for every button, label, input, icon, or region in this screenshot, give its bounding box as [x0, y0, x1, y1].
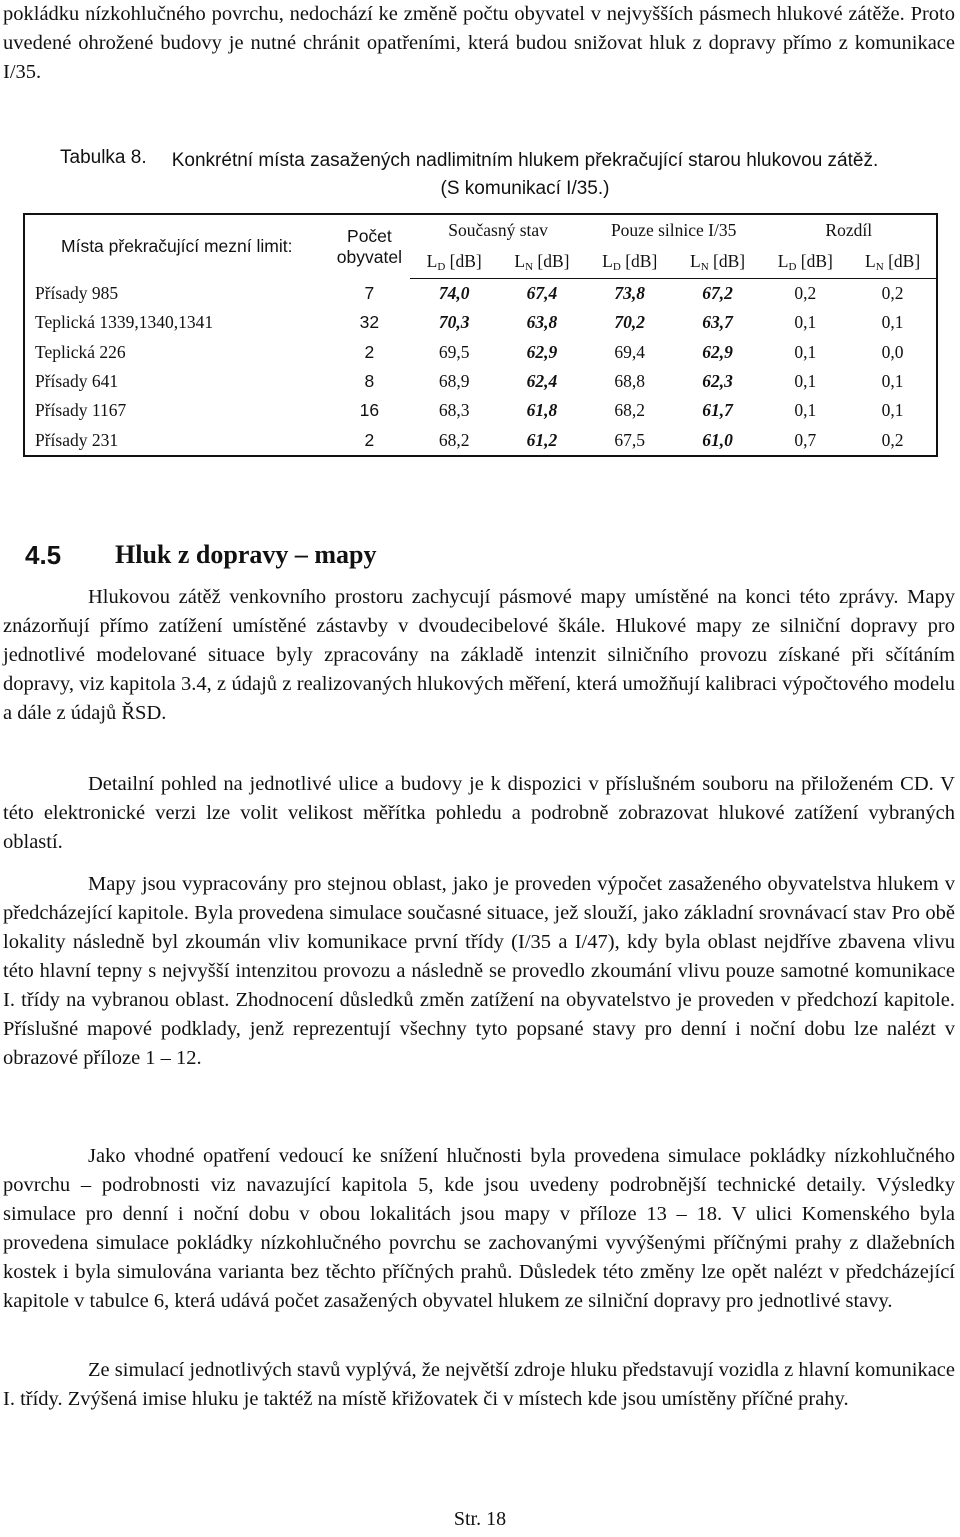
- header-count: [328, 214, 410, 278]
- cell-place: Přísady 985: [35, 282, 119, 303]
- cell-diff-ln: 0,1: [881, 312, 904, 333]
- intro-paragraph: pokládku nízkohlučného povrchu, nedochází ke změně počtu obyvatel v nejvyšších pásmech hlukové zátěže. Proto uvedené ohrožené budovy je nutné chránit opatřeními, která budou snižovat hluk z dopravy přímo z komunikace I/35.: [3, 3, 955, 83]
- cell-cur-ld: 68,3: [438, 400, 470, 421]
- cell-cur-ln: 63,8: [526, 312, 558, 333]
- cell-road-ln: 67,2: [702, 282, 733, 303]
- cell-count: 8: [364, 371, 375, 392]
- cell-diff-ld: 0,2: [794, 282, 817, 303]
- table-caption-line2: (S komunikací I/35.): [440, 178, 610, 199]
- paragraph-4: Jako vhodné opatření vedoucí ke snížení hlučnosti byla provedena simulace pokládky nízkohlučného povrchu – podrobnosti viz navazující kapitola 5, kde jsou uvedeny podrobnější technické detaily. Výsledky simulace pro denní i noční dobu v obou lokalitách jsou mapy v příloze 13 – 18. V ulici Komenského byla provedena simulace pokládky nízkohlučného povrchu se zachovanými vyvýšenými příčnými prahy z dlažebních kostek i byla simulována varianta bez těchto příčných prahů. Důsledek této změny lze opět nalézt v předcházející kapitole v tabulce 6, která udává počet zasažených obyvatel hlukem ze silniční dopravy pro jednotlivé stavy.: [3, 1145, 955, 1312]
- cell-road-ld: 70,2: [614, 312, 646, 333]
- cell-count: 32: [359, 312, 380, 333]
- cell-cur-ln: 61,2: [526, 429, 558, 450]
- table-caption-line1: Konkrétní místa zasažených nadlimitním hlukem překračující starou hlukovou zátěž.: [171, 150, 879, 171]
- cell-diff-ld: 0,7: [794, 429, 817, 450]
- cell-diff-ld: 0,1: [794, 341, 817, 362]
- table-row: [24, 367, 937, 396]
- cell-road-ld: 73,8: [614, 282, 646, 303]
- cell-diff-ld: 0,1: [794, 312, 817, 333]
- cell-diff-ln: 0,0: [881, 341, 904, 362]
- cell-diff-ln: 0,2: [881, 429, 904, 450]
- cell-road-ln: 61,0: [702, 429, 733, 450]
- paragraph-3: Mapy jsou vypracovány pro stejnou oblast, jako je proveden výpočet zasaženého obyvatelstva hlukem v předcházející kapitole. Byla provedena simulace současné situace, jež slouží, jako základní srovnávací stav Pro obě lokality následně byl zkoumán vliv komunikace první třídy (I/35 a I/47), kdy byla oblast nejdříve zbavena vlivu této hlavní tepny s nejvyšší intenzitou provozu a následně se provedlo zkoumání vlivu pouze samotné komunikace I. třídy na vybranou oblast. Zhodnocení důsledků změn zatížení na obyvatelstvo je proveden v předchozí kapitole. Příslušné mapové podklady, jenž reprezentují všechny tyto popsané stavy pro denní i noční dobu lze nalézt v obrazové příloze 1 – 12.: [3, 873, 955, 1069]
- header-count-line2: obyvatel: [336, 246, 402, 267]
- cell-cur-ld: 70,3: [438, 312, 470, 333]
- cell-cur-ln: 62,9: [526, 341, 558, 362]
- cell-count: 7: [364, 282, 375, 303]
- subheader-road-ln: $L_N$ [dB]: [674, 245, 762, 278]
- cell-cur-ln: 67,4: [526, 282, 558, 303]
- header-places: Místa překračující mezní limit:: [61, 236, 293, 257]
- cell-cur-ln: 61,8: [526, 400, 558, 421]
- cell-road-ld: 67,5: [614, 429, 646, 450]
- cell-road-ln: 62,9: [702, 341, 733, 362]
- cell-cur-ld: 69,5: [438, 341, 470, 362]
- cell-count: 2: [364, 341, 375, 362]
- cell-road-ld: 69,4: [614, 341, 646, 362]
- header-current-state: Současný stav: [448, 219, 548, 240]
- cell-cur-ld: 68,9: [438, 371, 470, 392]
- cell-diff-ln: 0,1: [881, 400, 904, 421]
- cell-cur-ld: 68,2: [438, 429, 470, 450]
- table-row: [24, 278, 937, 308]
- table-row: [24, 426, 937, 456]
- header-difference: Rozdíl: [825, 219, 873, 240]
- cell-place: Přísady 231: [35, 429, 119, 450]
- section-title: Hluk z dopravy – mapy: [115, 540, 377, 569]
- table-label: Tabulka 8.: [60, 147, 147, 168]
- subheader-diff-ld: $L_D$ [dB]: [761, 245, 849, 278]
- header-road-only: Pouze silnice I/35: [610, 219, 737, 240]
- table-caption: [155, 147, 895, 203]
- subheader-diff-ln: $L_N$ [dB]: [849, 245, 937, 278]
- cell-cur-ld: 74,0: [438, 282, 470, 303]
- cell-diff-ln: 0,2: [881, 282, 904, 303]
- cell-road-ld: 68,8: [614, 371, 646, 392]
- subheader-cur-ld: $L_D$ [dB]: [410, 245, 498, 278]
- cell-place: Teplická 226: [35, 341, 126, 362]
- cell-place: Přísady 1167: [35, 400, 127, 421]
- paragraph-1: Hlukovou zátěž venkovního prostoru zachycují pásmové mapy umístěné na konci této zprávy. Mapy znázorňují přímo zatížení umístěné zástavby v dvoudecibelové škále. Hlukové mapy ze silniční dopravy pro jednotlivé modelované situace byly zpracovány na základě intenzit silničního provozu získané při sčítáním dopravy, viz kapitola 3.4, z údajů z realizovaných hlukových měření, která umožňují kalibraci výpočtového modelu a dále z údajů ŘSD.: [3, 586, 955, 724]
- table-row: [24, 338, 937, 367]
- data-table: [23, 213, 938, 457]
- cell-cur-ln: 62,4: [526, 371, 558, 392]
- cell-diff-ld: 0,1: [794, 371, 817, 392]
- table-row: [24, 308, 937, 337]
- subheader-cur-ln: $L_N$ [dB]: [498, 245, 586, 278]
- table-row: [24, 396, 937, 425]
- cell-count: 16: [359, 400, 380, 421]
- subheader-road-ld: $L_D$ [dB]: [586, 245, 674, 278]
- cell-road-ln: 62,3: [702, 371, 733, 392]
- header-count-line1: Počet: [347, 225, 392, 246]
- paragraph-5: Ze simulací jednotlivých stavů vyplývá, že největší zdroje hluku představují vozidla z hlavní komunikace I. třídy. Zvýšená imise hluku je taktéž na místě křižovatek či v místech kde jsou umístěny příčné prahy.: [3, 1359, 955, 1410]
- cell-road-ld: 68,2: [614, 400, 646, 421]
- section-number: 4.5: [25, 540, 62, 570]
- page-number: Str. 18: [453, 1508, 507, 1530]
- cell-road-ln: 63,7: [702, 312, 733, 333]
- cell-diff-ln: 0,1: [881, 371, 904, 392]
- cell-road-ln: 61,7: [702, 400, 733, 421]
- cell-place: Teplická 1339,1340,1341: [35, 312, 214, 333]
- paragraph-2: Detailní pohled na jednotlivé ulice a budovy je k dispozici v příslušném souboru na přiloženém CD. V této elektronické verzi lze volit velikost měřítka pohledu a podrobně zobrazovat hlukové zatížení vybraných oblastí.: [3, 773, 955, 853]
- cell-count: 2: [364, 429, 375, 450]
- cell-place: Přísady 641: [35, 371, 119, 392]
- cell-diff-ld: 0,1: [794, 400, 817, 421]
